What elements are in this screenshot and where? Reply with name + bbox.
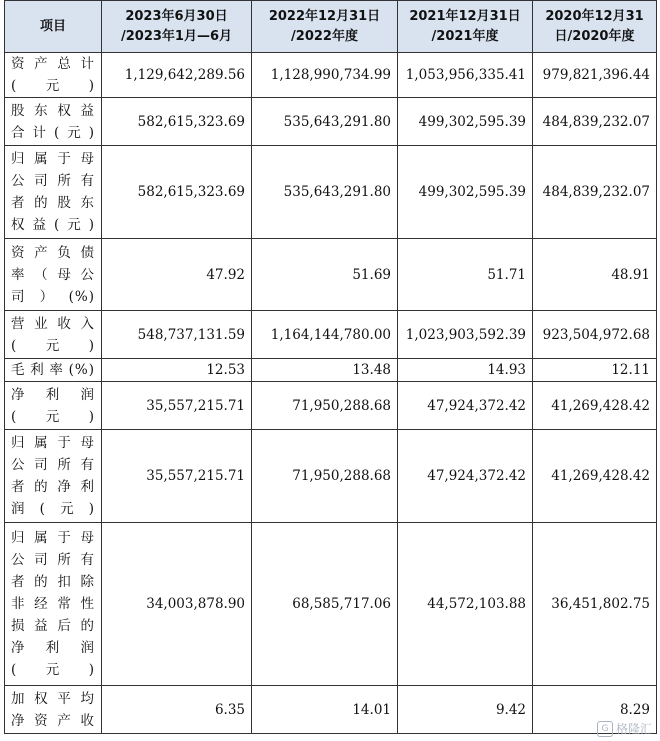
row-label	[5, 53, 102, 98]
cell-value: 484,839,232.07	[533, 98, 657, 146]
financial-table	[4, 0, 657, 734]
row-label-line: 营业收入	[11, 315, 95, 332]
row-label-line: 者的净利	[11, 479, 95, 495]
table-row	[5, 53, 657, 98]
cell-value: 548,737,131.59	[102, 311, 252, 359]
row-label	[5, 311, 102, 359]
row-label-line: 归属于母	[11, 530, 95, 546]
row-label-line: (元)	[11, 662, 95, 678]
header-2022: 2022年12月31日 /2022年度	[252, 1, 398, 53]
table-row	[5, 239, 657, 311]
cell-value: 48.91	[533, 239, 657, 311]
row-label-line: 净资产收	[11, 712, 95, 729]
row-label	[5, 382, 102, 430]
cell-value: 6.35	[102, 686, 252, 734]
cell-value: 51.71	[398, 239, 533, 311]
table-row	[5, 359, 657, 382]
row-label	[5, 523, 102, 686]
row-label-line: 毛利率(%)	[11, 362, 95, 378]
cell-value: 13.48	[252, 359, 398, 382]
cell-value: 35,557,215.71	[102, 382, 252, 430]
header-2021: 2021年12月31日 /2021年度	[398, 1, 533, 53]
table-row	[5, 311, 657, 359]
row-label	[5, 239, 102, 311]
cell-value: 12.11	[533, 359, 657, 382]
cell-value: 71,950,288.68	[252, 382, 398, 430]
cell-value: 1,129,642,289.56	[102, 53, 252, 98]
row-label-line: 资产负债	[11, 244, 95, 261]
row-label-line: 归属于母	[11, 435, 95, 451]
cell-value: 535,643,291.80	[252, 146, 398, 239]
cell-value: 36,451,802.75	[533, 523, 657, 686]
watermark-logo-icon: G	[597, 721, 613, 737]
cell-value: 71,950,288.68	[252, 430, 398, 523]
row-label-line: 净利润	[11, 640, 95, 656]
table-row	[5, 98, 657, 146]
cell-value: 979,821,396.44	[533, 53, 657, 98]
watermark	[597, 720, 652, 737]
row-label-line: 资产总计	[11, 56, 95, 72]
cell-value: 35,557,215.71	[102, 430, 252, 523]
cell-value: 1,164,144,780.00	[252, 311, 398, 359]
header-row	[5, 1, 657, 53]
watermark-text: 格隆汇	[615, 722, 652, 736]
cell-value: 14.01	[252, 686, 398, 734]
row-label	[5, 430, 102, 523]
row-label-line: 权益(元)	[11, 217, 95, 233]
row-label-line: 加权平均	[11, 690, 95, 707]
cell-value: 582,615,323.69	[102, 146, 252, 239]
cell-value: 499,302,595.39	[398, 146, 533, 239]
header-2020: 2020年12月31 日/2020年度	[533, 1, 657, 53]
row-label-line: 者的股东	[11, 195, 95, 211]
cell-value: 41,269,428.42	[533, 430, 657, 523]
table-row	[5, 382, 657, 430]
row-label-line: 公司所有	[11, 457, 95, 473]
row-label-line: (元)	[11, 78, 95, 94]
row-label-line: 股东权益	[11, 102, 95, 119]
cell-value: 923,504,972.68	[533, 311, 657, 359]
row-label-line: 非经常性	[11, 596, 95, 612]
cell-value: 1,053,956,335.41	[398, 53, 533, 98]
row-label-line: 司）(%)	[11, 288, 95, 305]
cell-value: 8.29	[533, 686, 657, 734]
cell-value: 9.42	[398, 686, 533, 734]
cell-value: 12.53	[102, 359, 252, 382]
cell-value: 499,302,595.39	[398, 98, 533, 146]
header-item: 项目	[5, 1, 102, 53]
cell-value: 68,585,717.06	[252, 523, 398, 686]
row-label-line: 公司所有	[11, 552, 95, 568]
table-row	[5, 430, 657, 523]
row-label-line: 润(元)	[11, 501, 95, 517]
row-label	[5, 359, 102, 382]
header-2023h1: 2023年6月30日 /2023年1月—6月	[102, 1, 252, 53]
cell-value: 14.93	[398, 359, 533, 382]
cell-value: 535,643,291.80	[252, 98, 398, 146]
cell-value: 47.92	[102, 239, 252, 311]
cell-value: 47,924,372.42	[398, 430, 533, 523]
row-label-line: 公司所有	[11, 173, 95, 189]
table-row	[5, 686, 657, 734]
cell-value: 1,023,903,592.39	[398, 311, 533, 359]
cell-value: 47,924,372.42	[398, 382, 533, 430]
table-row	[5, 146, 657, 239]
row-label-line: (元)	[11, 337, 95, 354]
cell-value: 44,572,103.88	[398, 523, 533, 686]
row-label-line: 者的扣除	[11, 574, 95, 590]
row-label-line: 净利润	[11, 386, 95, 403]
row-label	[5, 686, 102, 734]
row-label-line: 归属于母	[11, 151, 95, 167]
row-label	[5, 146, 102, 239]
row-label-line: 合计(元)	[11, 124, 95, 141]
cell-value: 41,269,428.42	[533, 382, 657, 430]
table-row	[5, 523, 657, 686]
cell-value: 582,615,323.69	[102, 98, 252, 146]
row-label	[5, 98, 102, 146]
cell-value: 1,128,990,734.99	[252, 53, 398, 98]
row-label-line: 率（母公	[11, 266, 95, 283]
cell-value: 34,003,878.90	[102, 523, 252, 686]
row-label-line: 损益后的	[11, 618, 95, 634]
row-label-line: (元)	[11, 408, 95, 425]
cell-value: 51.69	[252, 239, 398, 311]
cell-value: 484,839,232.07	[533, 146, 657, 239]
